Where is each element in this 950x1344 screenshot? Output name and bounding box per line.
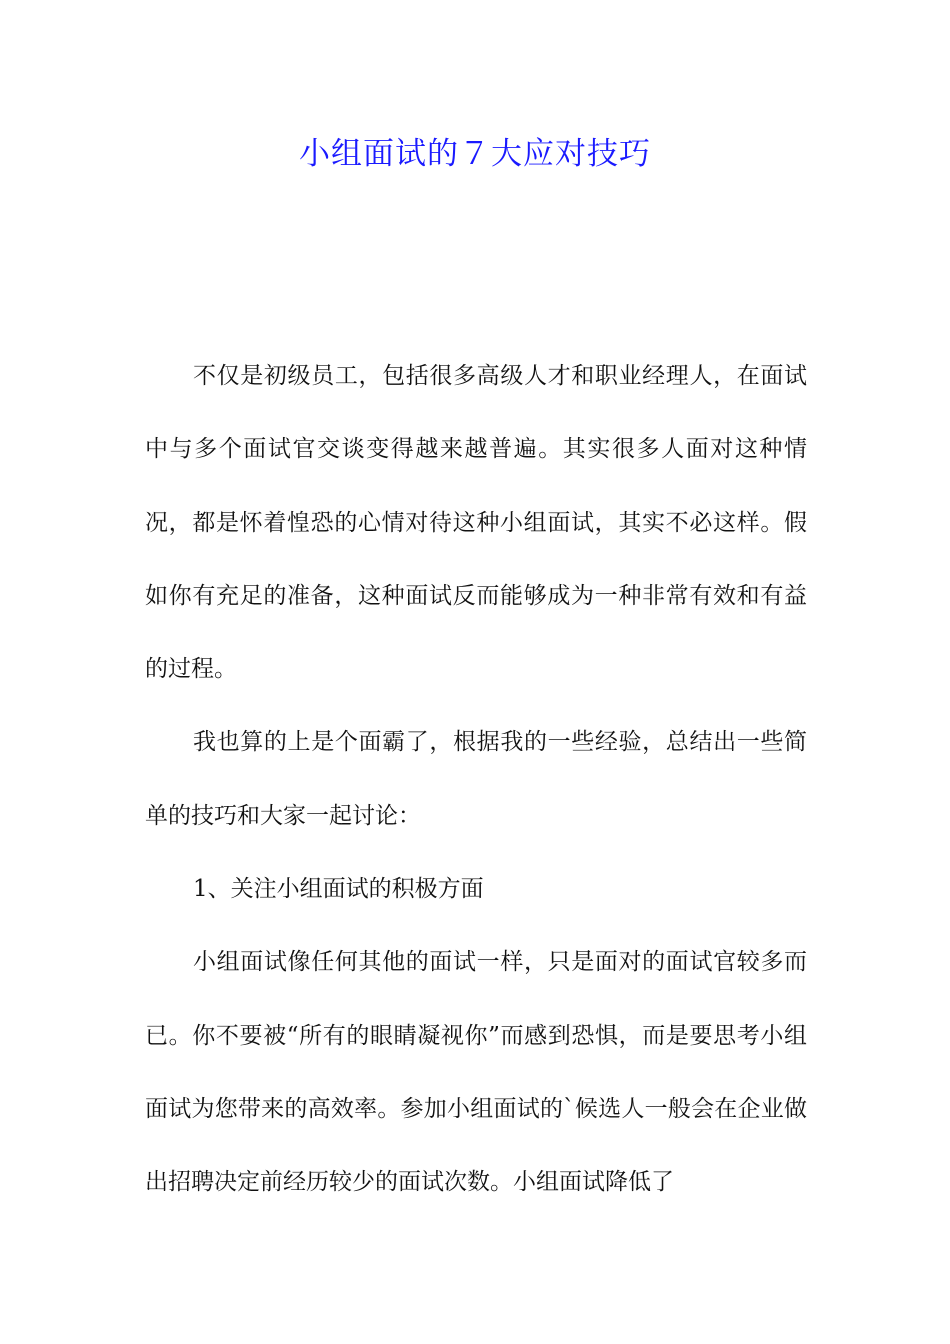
paragraph-experience: 我也算的上是个面霸了，根据我的一些经验，总结出一些简单的技巧和大家一起讨论： bbox=[145, 729, 807, 829]
section-heading-1: 1、关注小组面试的积极方面 bbox=[193, 876, 484, 903]
document-body bbox=[145, 340, 807, 1220]
paragraph-section-1: 小组面试像任何其他的面试一样，只是面对的面试官较多而已。你不要被“所有的眼睛凝视你”而感到恐惧，而是要思考小组面试为您带来的高效率。参加小组面试的`候选人一般会在企业做出招聘决定前经历较少的面试次数。小组面试降低了 bbox=[145, 949, 807, 1196]
paragraph-intro: 不仅是初级员工，包括很多高级人才和职业经理人，在面试中与多个面试官交谈变得越来越普遍。其实很多人面对这种情况，都是怀着惶恐的心情对待这种小组面试，其实不必这样。假如你有充足的准备，这种面试反而能够成为一种非常有效和有益的过程。 bbox=[145, 363, 807, 683]
document-title: 小组面试的７大应对技巧 bbox=[299, 136, 651, 172]
